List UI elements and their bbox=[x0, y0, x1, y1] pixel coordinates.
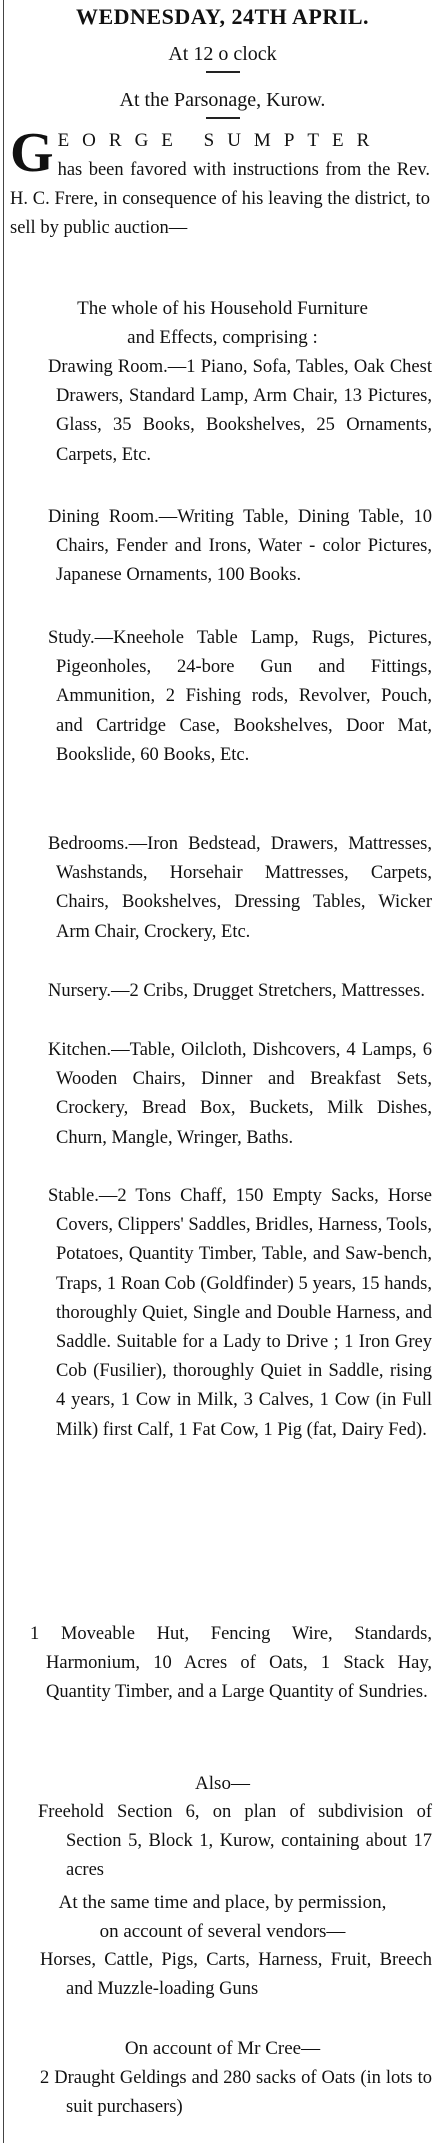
lead-line-1: The whole of his Household Furniture bbox=[77, 298, 368, 319]
drop-cap: G bbox=[10, 122, 54, 184]
freehold-section: Freehold Section 6, on plan of subdivision of Section 5, Block 1, Kurow, containing about 17 acres bbox=[38, 1802, 432, 1880]
intro-paragraph bbox=[10, 122, 430, 243]
room-drawing: Drawing Room.—1 Piano, Sofa, Tables, Oak Chest Drawers, Standard Lamp, Arm Chair, 13 Pictures, Glass, 35 Books, Bookshelves, 25 Ornaments, Carpets, Etc. bbox=[48, 357, 432, 465]
room-nursery: Nursery.—2 Cribs, Drugget Stretchers, Mattresses. bbox=[48, 981, 425, 1001]
lead-line-2: and Effects, comprising : bbox=[127, 327, 318, 348]
cree-heading: On account of Mr Cree— bbox=[124, 2038, 321, 2059]
same-time-line-2: on account of several vendors— bbox=[99, 1921, 346, 1942]
also-heading: Also— bbox=[195, 1773, 250, 1794]
divider-dash bbox=[206, 71, 240, 73]
cree-items: 2 Draught Geldings and 280 sacks of Oats (in lots to suit purchasers) bbox=[40, 2068, 432, 2117]
same-time-line-1: At the same time and place, by permission, bbox=[58, 1892, 387, 1913]
room-dining: Dining Room.—Writing Table, Dining Table, 10 Chairs, Fender and Irons, Water - color Pictures, Japanese Ornaments, 100 Books. bbox=[48, 507, 432, 586]
room-stable: Stable.—2 Tons Chaff, 150 Empty Sacks, Horse Covers, Clippers' Saddles, Bridles, Harness, Tools, Potatoes, Quantity Timber, Table, and Saw-bench, Traps, 1 Roan Cob (Goldfinder) 5 years, 15 hands, thoroughly Quiet, Single and Double Harness, and Saddle. Suitable for a Lady to Drive ; 1 Iron Grey Cob (Fusilier), thoroughly Quiet in Saddle, rising 4 years, 1 Cow in Milk, 3 Calves, 1 Cow (in Full Milk) first Calf, 1 Fat Cow, 1 Pig (fat, Dairy Fed). bbox=[48, 1186, 432, 1440]
notice-time bbox=[0, 40, 445, 73]
notice-time-text: At 12 o clock bbox=[168, 43, 277, 65]
room-study: Study.—Kneehole Table Lamp, Rugs, Pictures, Pigeonholes, 24-bore Gun and Fittings, Ammunition, 2 Fishing rods, Revolver, Pouch, and Cartridge Case, Bookshelves, Door Mat, Bookslide, 60 Books, Etc. bbox=[48, 628, 432, 765]
notice-place bbox=[0, 86, 445, 119]
vendor-items: Horses, Cattle, Pigs, Carts, Harness, Fruit, Breech and Muzzle-loading Guns bbox=[40, 1950, 432, 1999]
room-kitchen: Kitchen.—Table, Oilcloth, Dishcovers, 4 Lamps, 6 Wooden Chairs, Dinner and Breakfast Sets, Crockery, Bread Box, Buckets, Milk Dishes, Churn, Mangle, Wringer, Baths. bbox=[48, 1040, 432, 1148]
room-bedrooms: Bedrooms.—Iron Bedstead, Drawers, Mattresses, Washstands, Horsehair Mattresses, Carpets, Chairs, Bookshelves, Dressing Tables, Wicker Arm Chair, Crockery, Etc. bbox=[48, 834, 432, 942]
notice-place-text: At the Parsonage, Kurow. bbox=[119, 89, 326, 111]
intro-text: has been favored with instructions from the Rev. H. C. Frere, in consequence of his leaving the district, to sell by public auction— bbox=[10, 160, 430, 238]
auctioneer-name: EORGE SUMPTER bbox=[57, 130, 383, 151]
moveable-items: 1 Moveable Hut, Fencing Wire, Standards, Harmonium, 10 Acres of Oats, 1 Stack Hay, Quantity Timber, and a Large Quantity of Sundries. bbox=[30, 1624, 432, 1702]
notice-date: WEDNESDAY, 24TH APRIL. bbox=[75, 4, 369, 29]
divider-dash bbox=[206, 117, 240, 119]
